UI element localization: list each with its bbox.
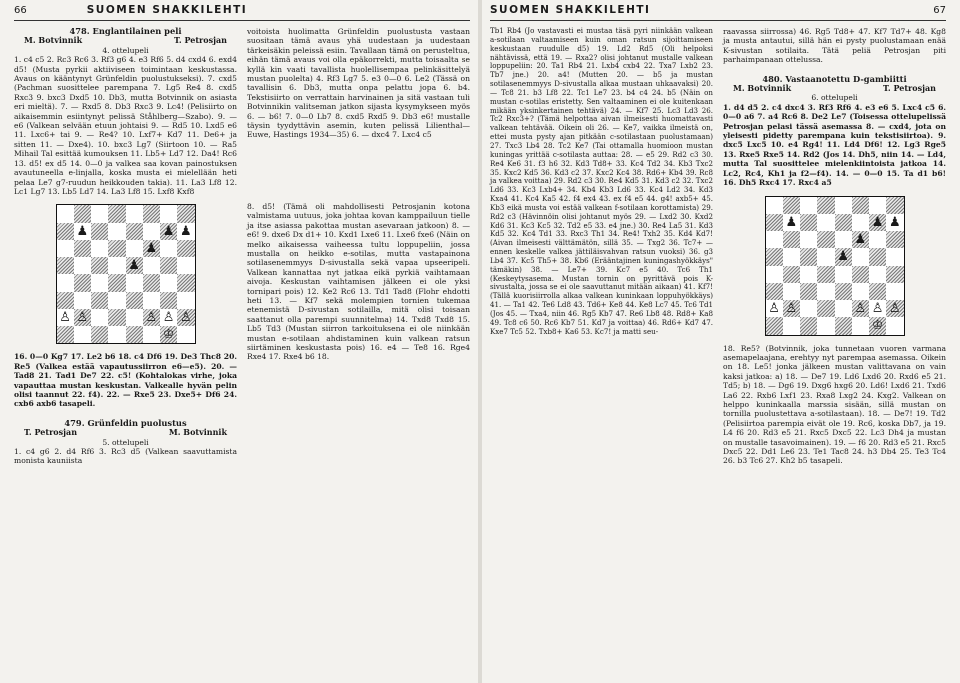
board-square: [800, 300, 817, 317]
board-square: [835, 300, 852, 317]
board-square: [852, 283, 869, 300]
board-square: ♙: [177, 309, 194, 326]
board-square: [160, 274, 177, 291]
board-square: [108, 326, 125, 343]
board-square: [160, 205, 177, 222]
game-478-moves-continued: 16. 0—0 Kg7 17. Le2 b6 18. c4 Df6 19. De3 Thc8 20. Re5 (Valkea estää vapautussiirron e6—e5). 20. — Tad8 21. Tad1 De7 22. c5! (Kohtalokas virhe, joka vapauttaa mustan keskustan. Valkealle hyvän pelin olisi taannut 22. f4). 22. — Rxe5 23. Dxe5+ Df6 24. cxb6 axb6 tasapeli.: [14, 352, 237, 409]
board-square: ♟: [74, 223, 91, 240]
board-square: ♟: [852, 231, 869, 248]
board-square: [126, 223, 143, 240]
board-square: [886, 266, 903, 283]
board-square: [74, 240, 91, 257]
board-square: [91, 274, 108, 291]
game-479-continuation: Tb1 Rb4 (Jo vastavasti ei mustaa täsä pyri niinkään valkean a-sotilaan valtaamiseen kuin oman ratsun sijoittamiseen keskustaan ruudulle d5) 19. Ld2 Rd5 (Oli helpoksi nähtävissä, että 19. — Rxa2? olisi johtanut mustalle valkean loppupeliin: 20. Ta1 Rb4 21. Lxb4 cxb4 22. Txa7 Lxb2 23. Tb7 jne.) 20. a4! (Mutten 20. — b5 ja mustan sotilasenemmyys D-sivustalla alkaa mustaan uhkaavaksi) 20. — Tc8 21. b3 Lf8 22. Tc1 Le7 23. b4 c4 24. b5 (Näin on mustan c-sotilas eristetty. Sen valtaaminen ei ole kuitenkaan mikään yksinkertainen tehtävä) 24. — Kf7 25. Lc3 Ld3 26. Tc2 Rxc3+? (Tämä helpottaa aivan ilmeisesti huomattavasti valkean tehtävää. Oikein oli 26. — Ke7, vaikka ilmeistä on, ettei musta pysty ajan pitkään c-sotilastaan puolustamaan) 27. Txc3 Lb4 28. Tc2 Ke7 (Tai ottamalla huomioon mustan kuningas yrittää c-sotilasta auttaa: 28. — e5 29. Rd2 c3 30. Re4 Ke6 31. f3 h6 32. Kd3 Td8+ 33. Kc4 Td2 34. Kb3 Txc2 35. Kxc2 Kd5 36. Kd3 c2 37. Kxc2 Kc4 38. Rd6+ Kb4 39. Rc8 ja valkea voittaa) 29. Rd2 c3 30. Re4 Kd5 31. Kd3 c2 32. Txc2 Ld6 33. Kc3 Lxb4+ 34. Kb4 Kb3 Ld6 33. Kc4 Ld2 34. Kd3 Kxa4 41. Kc4 Ka5 42. f4 ex4 43. ex f4 e5 44. g4! axb5+ 45. Kb3 eikä musta voi estää valkean f-sotilaan korottamista) 29. Rd2 c3 (Hävinnöin olisi johtanut myös 29. — Lxd2 30. Kxd2 Kd6 31. Kc3 Kc5 32. Td2 e5 33. e4 jne.) 30. Re4 La5 31. Kd3 Kd5 32. Kc4 Td1 33. Rxc3 Th1 34. Re4! Txh2 35. Kd4 Kd7! (Aivan ilmeisesti välttämätön, sillä 35. — Txg2 36. Tc7+ — ennen keskelle valkea jättiläisvahvan ratsun vuoksi) 36. g3 Lb4 37. Kc5 Th5+ 38. Kb6 (Erääntajinen kuningashyökkäys" tämäkin) 38. — Le7+ 39. Kc7 e5 40. Tc6 Th1 (Keskeytysasema. Mustan tornin on pyrittävä pois K-sivustalta, jossa se ei ole saavuttanut mitään aikaan) 41. Kf7! (Tällä kuorisiirrolla alkaa valkean kuninkaan loppuhyökkäys) 41. — Ta1 42. Te6 Ld8 43. Td6+ Ke8 44. Ke8 Lc7 45. Tc6 Td1 (Jos 45. — Txa4, niin 46. Rg5 Kb7 47. Re6 Lb8 48. Rd8+ Ka8 49. Tc8 c6 50. Rc6 Kb7 51. Kd7 ja voittaa) 46. Rd6+ Kd7 47. Kxe7 Tc5 52. Txb8+ Ka6 53. Kc7! ja matti seu-: [490, 26, 713, 336]
board-square: [852, 248, 869, 265]
board-square: [91, 257, 108, 274]
right-running-header: [490, 4, 946, 21]
board-square: ♟: [177, 223, 194, 240]
left-column-1: [14, 27, 237, 466]
game-478-players: [14, 36, 237, 45]
game-480-heading: 480. Vastaanotettu D-gambiitti: [762, 73, 907, 84]
board-square: [91, 223, 108, 240]
board-square: [108, 257, 125, 274]
board-square: [817, 300, 834, 317]
board-square: [57, 205, 74, 222]
board-square: ♟: [869, 214, 886, 231]
board-square: [817, 248, 834, 265]
game-479-moves: 1. c4 g6 2. d4 Rf6 3. Rc3 d5 (Valkean saavuttamista monista kauniista: [14, 446, 237, 466]
board-square: [869, 248, 886, 265]
board-square: [817, 197, 834, 214]
board-square: ♙: [143, 309, 160, 326]
board-square: [108, 292, 125, 309]
board-square: [783, 248, 800, 265]
board-square: [852, 197, 869, 214]
board-square: [835, 266, 852, 283]
board-square: [177, 205, 194, 222]
board-square: [74, 326, 91, 343]
board-square: [91, 309, 108, 326]
board-square: [817, 231, 834, 248]
board-square: [766, 266, 783, 283]
board-square: [835, 214, 852, 231]
board-square: [126, 205, 143, 222]
game-480-round: 6. ottelupeli: [811, 93, 858, 103]
board-square: [91, 326, 108, 343]
board-square: [143, 223, 160, 240]
board-square: [783, 231, 800, 248]
game-479-annotation: voitoista huolimatta Grünfeldin puolustusta vastaan suositaan tämä avaus yhä uudestaan ja uudestaan tärkeisäkin peleissä esiin. Tavallaan tämä on perusteltua, eihän tämä avaus voi olla epäkorrekti, mutta toisaalta se kyllä kin vaati tavallista huolellisempaa pelinkäsittelyä mustan puolelta) 4. Rf3 Lg7 5. e3 0—0 6. Le2 (Tässä on tavallisin 6. Db3, mutta onpa pelattu jopa 6. b4. Tekstisiirto on verrattain harvinainen ja sitä vastaan tuli Botvinnikin valitseman jatkon sijasta kysymykseen myös 6. — b6! 7. 0—0 Lb7 8. cxd5 Rxd5 9. Db3 e6! mustalle täysin tyydyttävin asemin, kuten pelissä Lilienthal—Euwe, Hastings 1934—35) 6. — dxc4 7. Lxc4 c5: [247, 27, 470, 140]
board-square: [800, 248, 817, 265]
board-square: [783, 317, 800, 334]
board-square: [783, 266, 800, 283]
board-square: [74, 205, 91, 222]
board-square: ♔: [160, 326, 177, 343]
right-column-1: [490, 27, 713, 466]
board-square: [143, 257, 160, 274]
game-479-heading: 479. Grünfeldin puolustus: [64, 417, 187, 428]
board-square: [177, 257, 194, 274]
board-square: [160, 257, 177, 274]
board-square: ♟: [126, 257, 143, 274]
board-square: ♟: [160, 223, 177, 240]
board-square: [126, 292, 143, 309]
board-square: [57, 257, 74, 274]
board-square: [852, 317, 869, 334]
game-479-white: T. Petrosjan: [24, 427, 78, 438]
board-square: [783, 197, 800, 214]
board-square: [800, 197, 817, 214]
board-square: ♟: [835, 248, 852, 265]
board-square: [869, 231, 886, 248]
right-header-title: SUOMEN SHAKKILEHTI: [490, 4, 651, 16]
board-square: [74, 257, 91, 274]
board-square: [57, 274, 74, 291]
board-square: ♟: [143, 240, 160, 257]
game-478-white: M. Botvinnik: [24, 35, 83, 46]
board-square: ♙: [74, 309, 91, 326]
left-header-title: SUOMEN SHAKKILEHTI: [86, 4, 248, 16]
board-square: [143, 274, 160, 291]
game-478-black: T. Petrosjan: [173, 35, 227, 46]
board-square: [766, 248, 783, 265]
board-square: [800, 283, 817, 300]
board-square: [766, 283, 783, 300]
game-480-players: [723, 84, 946, 93]
board-square: [74, 292, 91, 309]
board-square: ♙: [852, 300, 869, 317]
board-square: [817, 317, 834, 334]
board-square: ♙: [783, 300, 800, 317]
right-page: [480, 0, 960, 683]
board-square: [852, 214, 869, 231]
board-square: [177, 274, 194, 291]
board-square: [800, 317, 817, 334]
game-479-ending: raavassa siirrossa) 46. Rg5 Td8+ 47. Kf7 Td7+ 48. Kg8 ja musta antautui, sillä hän ei pysty puolustamaan enää K-sivustan sotilaita. Tätä peliä Petrosjan piti parhaimpanaan ottelussa.: [723, 27, 946, 65]
board-square: [886, 283, 903, 300]
board-square: [108, 223, 125, 240]
board-square: [160, 292, 177, 309]
board-square: ♔: [869, 317, 886, 334]
board-square: [817, 283, 834, 300]
game-479-black: M. Botvinnik: [168, 427, 227, 438]
board-square: [886, 248, 903, 265]
game-479-round: 5. ottelupeli: [102, 437, 149, 447]
board-square: [108, 274, 125, 291]
board-square: [160, 240, 177, 257]
board-square: [783, 283, 800, 300]
board-square: [817, 266, 834, 283]
board-square: ♙: [57, 309, 74, 326]
right-column-2: [723, 27, 946, 466]
board-square: [766, 231, 783, 248]
board-square: [886, 231, 903, 248]
board-square: [886, 317, 903, 334]
board-square: [74, 274, 91, 291]
board-square: [766, 214, 783, 231]
board-square: [143, 292, 160, 309]
board-square: [57, 326, 74, 343]
board-square: [869, 283, 886, 300]
game-480-moves: 1. d4 d5 2. c4 dxc4 3. Rf3 Rf6 4. e3 e6 5. Lxc4 c5 6. 0—0 a6 7. a4 Rc6 8. De2 Le7 (Toisessa ottelupelissä Petrosjan pelasi tässä asemassa 8. — cxd4, jota on yleisesti pidetty parempana kuin tekstisiirtoa). 9. dxc5 Lxc5 10. e4 Rg4! 11. Ld4 Df6! 12. Lg3 Rge5 13. Rxe5 Rxe5 14. Rd2 (Jos 14. Dh5, niin 14. — Ld4, mutta Tal suosittelee mielenkiintoista jatkoa 14. Lc2, Rc4, Kh1 ja f2—f4). 14. — 0—0 15. Ta d1 b6! 16. Dh5 Rxc4 17. Rxc4 a5: [723, 102, 946, 188]
right-page-number: 67: [933, 5, 946, 16]
board-square: [817, 214, 834, 231]
board-square: ♙: [160, 309, 177, 326]
board-square: ♟: [886, 214, 903, 231]
board-square: [835, 283, 852, 300]
board-square: ♙: [869, 300, 886, 317]
board-square: [852, 266, 869, 283]
board-square: [57, 292, 74, 309]
board-square: [108, 205, 125, 222]
game-480-black: T. Petrosjan: [882, 83, 936, 94]
board-square: [835, 231, 852, 248]
game-479-players: [14, 428, 237, 437]
board-square: [835, 317, 852, 334]
chess-diagram-2: [765, 196, 905, 336]
board-square: [91, 292, 108, 309]
board-square: [869, 197, 886, 214]
board-square: ♙: [886, 300, 903, 317]
board-square: [835, 197, 852, 214]
game-478-round: 4. ottelupeli: [102, 45, 149, 55]
board-square: [126, 274, 143, 291]
chess-diagram: [56, 204, 196, 344]
board-square: [800, 231, 817, 248]
board-square: [177, 240, 194, 257]
board-square: [91, 205, 108, 222]
board-square: [177, 292, 194, 309]
board-square: [143, 326, 160, 343]
board-square: [886, 197, 903, 214]
board-square: [108, 240, 125, 257]
left-column-2: [247, 27, 470, 466]
left-running-header: [14, 4, 470, 21]
board-square: [143, 205, 160, 222]
game-480-white: M. Botvinnik: [733, 83, 792, 94]
board-square: [800, 214, 817, 231]
board-square: [126, 240, 143, 257]
board-square: [766, 317, 783, 334]
board-square: [800, 266, 817, 283]
board-square: ♟: [783, 214, 800, 231]
board-square: [177, 326, 194, 343]
board-square: [108, 309, 125, 326]
board-square: ♙: [766, 300, 783, 317]
left-page-number: 66: [14, 5, 27, 16]
board-square: [91, 240, 108, 257]
board-square: [126, 326, 143, 343]
board-square: [869, 266, 886, 283]
game-478-heading: 478. Englantilainen peli: [69, 26, 182, 36]
board-square: [57, 240, 74, 257]
game-479-annotation-continued: 8. d5! (Tämä oli mahdollisesti Petrosjanin kotona valmistama uutuus, joka johtaa kovan kamppailuun tielle ja itse asiassa pakottaa mustan asevaraan jatkoon) 8. — e6! 9. dxe6 Dx d1+ 10. Kxd1 Lxe6 11. Lxe6 fxe6 (Näin on melko aikaisessa vaiheessa tultu loppupeliin, jossa mustalla on heikko e-sotilas, mutta vastapainona sotilasenemmyys D-sivustalla sekä vapaa upseeripeli. Valkean kannattaa nyt jatkaa eikä pyrkiä vaihtamaan aivoja. Keskustan vaihtamisen jälkeen ei ole yksi tornipari pois) 12. Ke2 Rc6 13. Td1 Tad8 (Flohr ehdotti heti 13. — Kf7 sekä molempien tornien tukemaa etenemistä D-sivustan sotilailla, mitä olisi toisaan saattanut olla parempi suunnitelma) 14. Txd8 Txd8 15. Lb5 Td3 (Mustan siirron tarkoituksena ei ole niinkään mustan e-sotilaan ahdistaminen kuin valkean ratsun siirtäminen keskustasta pois) 16. e4 — Te8 16. Rge4 Rxe4 17. Rxe4 b6 18.: [247, 201, 470, 362]
game-480-annotation: 18. Re5? (Botvinnik, joka tunnetaan vuoren varmana asemapelaajana, erehtyy nyt parempaa asemassa. Oikein on 18. Le5! jonka jälkeen mustan valittavana on vain kaksi jatkoa: a) 18. — De7 19. Ld6 Lxd6 20. Rxd6 e5 21. Td5; b) 18. — Dg6 19. Dxg6 hxg6 20. Ld6! Lxd6 21. Txd6 La6 22. Rxb6 Lxf1 23. Rxa8 Lxg2 24. Kxg2. Valkean on helppo kuninkaalla marssia sisään, sillä mustan on tornilla puolustettava a-sotilastaan). 18. — De7! 19. Td2 (Pelisiirtoa parempia eivät ole 19. Rc6, koska Db7, ja 19. L4 f6 20. Rd3 e5 21. Rxc5 Dxc5 22. Lc3 Dh4 ja mustan on mustalle tasavoimainen). 19. — f6 20. Rd3 e5 21. Rxc5 Dxc5 22. Dd1 Le6 23. Te1 Tac8 24. h3 Db4 25. Te3 Tc4 26. b3 Tc6 27. Kh2 b5 tasapeli.: [723, 343, 946, 466]
board-square: [57, 223, 74, 240]
board-square: [126, 309, 143, 326]
board-square: [766, 197, 783, 214]
game-478-moves: 1. c4 c5 2. Rc3 Rc6 3. Rf3 g6 4. e3 Rf6 5. d4 cxd4 6. exd4 d5! (Musta pyrkii aktiiviseen toimintaan keskustassa. Avaus on kääntynyt Grünfeldin puolustukseksi). 7. cxd5 (Pachman suosittelee parempana 7. Lg5 Re4 8. cxd5 Rxc3 9. bxc3 Dxd5 10. Db3, mutta Botvinnik on asiasta eri mieltä). 7. — Rxd5 8. Db3 Rxc3 9. Lc4! (Pelisiirto on aikaisemmin esiintynyt pelissä Ståhlberg—Szabo). 9. — e6 (Valkean selvään etuun johtaisi 9. — Rd5 10. Lxd5 e6 11. Lxc6+ tai 9. — Re4? 10. Lxf7+ Kd7 11. De6+ ja sitten 11. — Dxe4). 10. bxc3 Lg7 (Siirtoon 10. — Ra5 Mihail Tal esittää kumouksen 11. Lb5+ Ld7 12. Da4! Rc6 13. d5! ex d5 14. 0—0 ja valkea saa kovan painostuksen avautuneella e-linjalla, koska musta ei mielellään heti pelaa Le7 g7-ruudun heikkouden takia). 11. La3 Lf8 12. Lc1 Lg7 13. Lb5 Ld7 14. La3 Lf8 15. Lxf8 Kxf8: [14, 55, 237, 196]
